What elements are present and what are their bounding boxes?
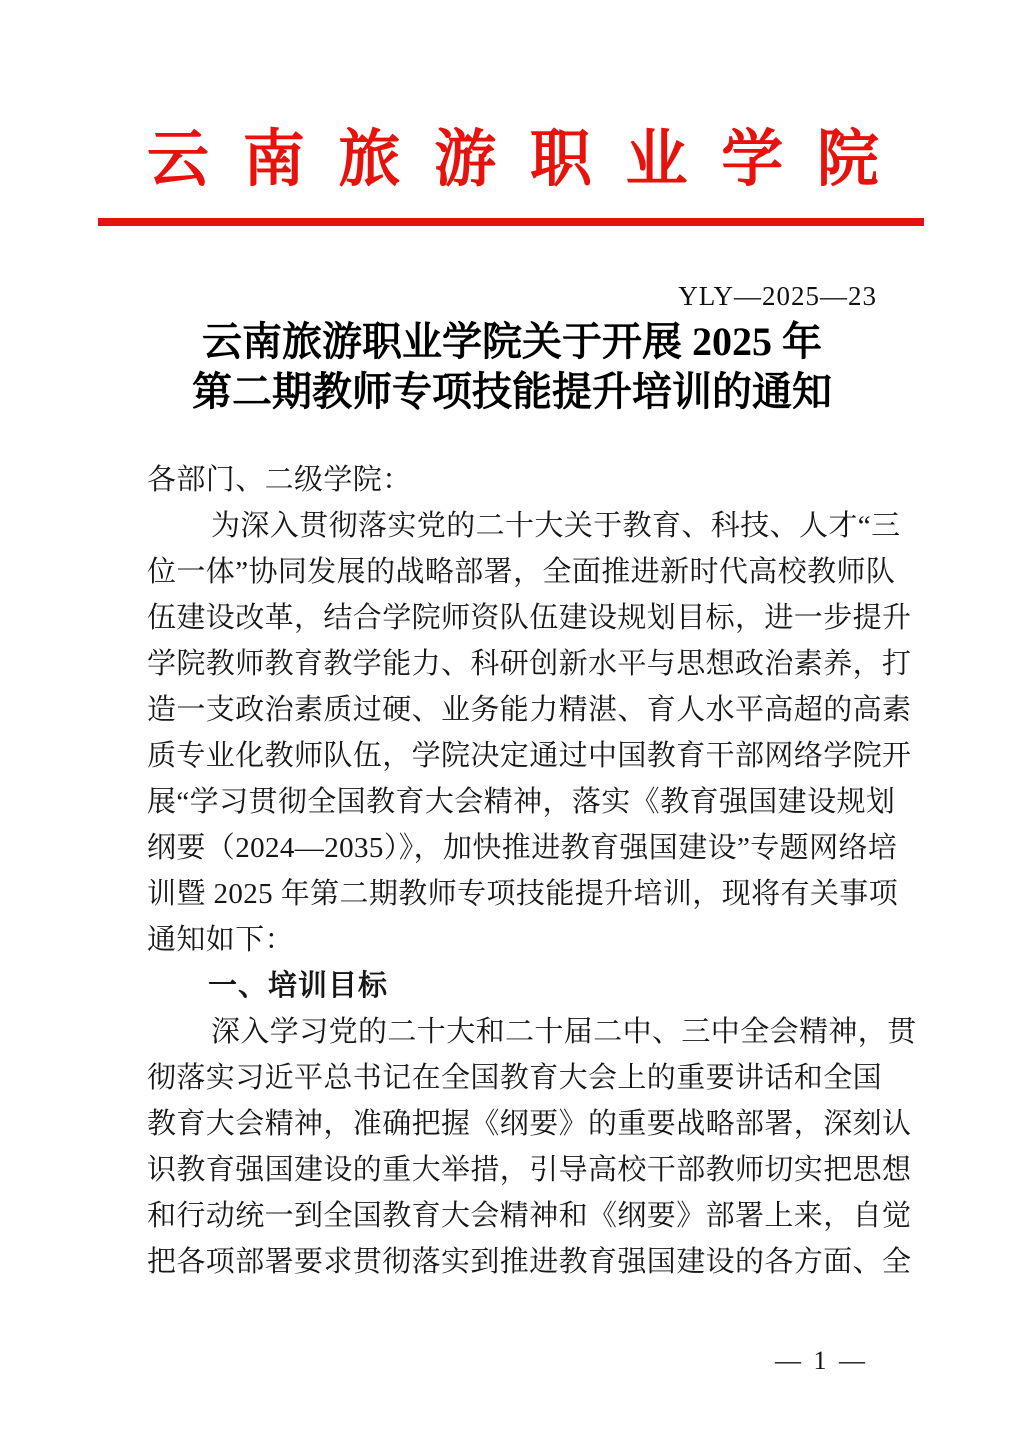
letterhead-org-name: [147, 124, 879, 196]
page-number: — 1 —: [775, 1346, 868, 1375]
body-line: 和行动统一到全国教育大会精神和《纲要》部署上来，自觉: [147, 1200, 912, 1232]
section-1-heading: 一、培训目标: [208, 970, 389, 1002]
body-line: 通知如下：: [147, 924, 295, 956]
body-line: 展“学习贯彻全国教育大会精神，落实《教育强国建设规划: [147, 786, 896, 818]
body-line: 识教育强国建设的重大举措，引导高校干部教师切实把思想: [147, 1154, 912, 1186]
title-line-1: 云南旅游职业学院关于开展 2025 年: [202, 319, 822, 364]
org-name-char: 学: [721, 126, 784, 194]
notice-body: [147, 457, 917, 1285]
body-line: 伍建设改革，结合学院师资队伍建设规划目标，进一步提升: [147, 602, 912, 634]
org-name-char: 游: [434, 126, 497, 194]
body-line: 纲要（2024—2035）》，加快推进教育强国建设”专题网络培: [147, 832, 898, 864]
letterhead-rule: [98, 218, 924, 226]
org-name-char: 南: [242, 126, 305, 194]
org-name-char: 院: [816, 126, 879, 194]
body-line: 为深入贯彻落实党的二十大关于教育、科技、人才“三: [211, 510, 901, 542]
org-name-char: 旅: [338, 126, 401, 194]
body-line: 位一体”协同发展的战略部署，全面推进新时代高校教师队: [147, 556, 896, 588]
body-line: 教育大会精神，准确把握《纲要》的重要战略部署，深刻认: [147, 1108, 912, 1140]
body-line: 深入学习党的二十大和二十届二中、三中全会精神，贯: [211, 1016, 917, 1048]
body-line: 训暨 2025 年第二期教师专项技能提升培训，现将有关事项: [147, 878, 899, 910]
body-line: 彻落实习近平总书记在全国教育大会上的重要讲话和全国: [147, 1062, 883, 1094]
doc-number: YLY—2025—23: [678, 281, 877, 311]
org-name-char: 职: [529, 126, 592, 194]
org-name-char: 云: [147, 126, 210, 194]
title-line-2: 第二期教师专项技能提升培训的通知: [192, 369, 832, 414]
salutation: 各部门、二级学院：: [147, 464, 412, 496]
body-line: 把各项部署要求贯彻落实到推进教育强国建设的各方面、全: [147, 1246, 912, 1278]
body-line: 质专业化教师队伍，学院决定通过中国教育干部网络学院开: [147, 740, 912, 772]
notice-title: [0, 317, 1024, 417]
org-name-char: 业: [625, 126, 688, 194]
body-line: 造一支政治素质过硬、业务能力精湛、育人水平高超的高素: [147, 694, 912, 726]
body-line: 学院教师教育教学能力、科研创新水平与思想政治素养，打: [147, 648, 912, 680]
